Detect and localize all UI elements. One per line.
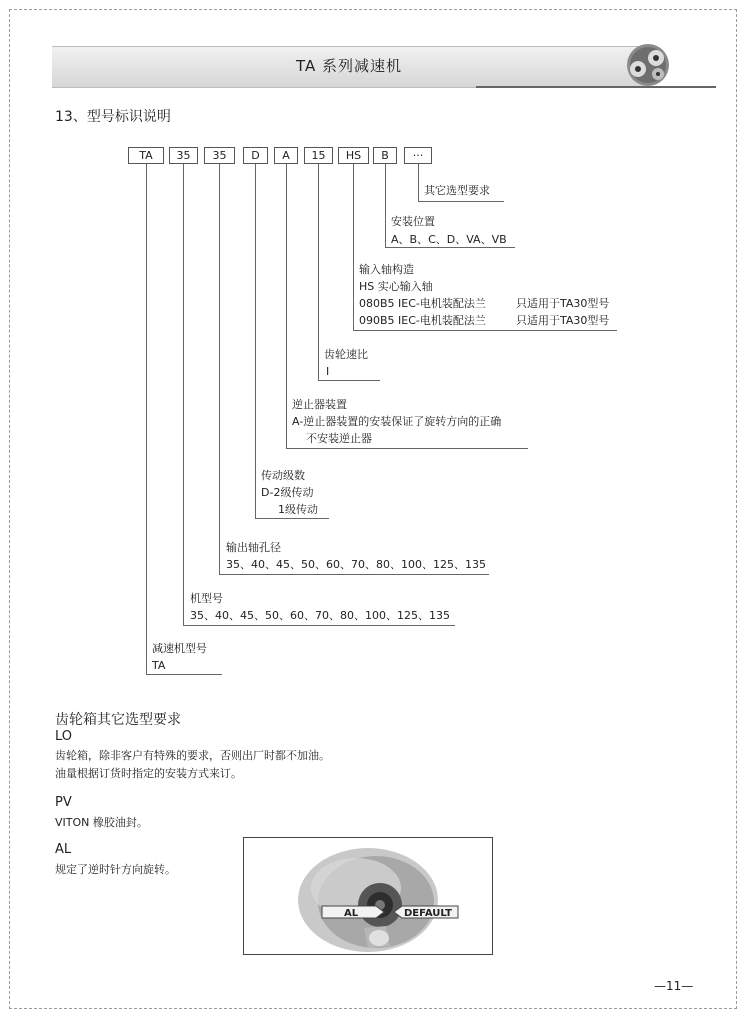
header-underline: [476, 86, 716, 88]
code-box-size: 35: [169, 147, 198, 164]
label-ratio-title: 齿轮速比: [324, 348, 368, 361]
option-al-line1: 规定了逆时针方向旋转。: [55, 863, 176, 876]
underline-size: [183, 625, 455, 626]
label-bore-title: 输出轴孔径: [226, 541, 281, 554]
label-model-value: TA: [152, 659, 166, 672]
code-box-model: TA: [128, 147, 164, 164]
code-box-stages: D: [243, 147, 268, 164]
label-stages-one: 1级传动: [278, 503, 318, 516]
code-box-input-shaft: HS: [338, 147, 369, 164]
connector-stages: [255, 164, 256, 518]
connector-size: [183, 164, 184, 625]
connector-other: [418, 164, 419, 201]
page-number: —11—: [654, 979, 694, 993]
underline-bore: [219, 574, 489, 575]
underline-stages: [255, 518, 329, 519]
label-mounting-values: A、B、C、D、VA、VB: [391, 233, 507, 246]
option-lo-line1: 齿轮箱，除非客户有特殊的要求，否则出厂时都不加油。: [55, 749, 330, 762]
code-box-bore: 35: [204, 147, 235, 164]
label-stages-d: D-2级传动: [261, 486, 314, 499]
section-title: 13、型号标识说明: [55, 109, 171, 125]
underline-other: [418, 201, 504, 202]
code-box-ratio: 15: [304, 147, 333, 164]
underline-model: [146, 674, 222, 675]
option-lo-line2: 油量根据订货时指定的安装方式来订。: [55, 767, 242, 780]
underline-backstop: [286, 448, 528, 449]
label-input-shaft-090: 090B5 IEC-电机装配法兰: [359, 314, 486, 327]
code-box-mounting: B: [373, 147, 397, 164]
photo-label-default: DEFAULT: [404, 908, 452, 919]
connector-mounting: [385, 164, 386, 247]
label-ratio-value: I: [326, 365, 330, 378]
underline-mounting: [385, 247, 515, 248]
connector-model: [146, 164, 147, 674]
connector-bore: [219, 164, 220, 574]
label-input-shaft-090-note: 只适用于TA30型号: [516, 314, 610, 327]
option-lo-code: LO: [55, 729, 73, 744]
option-al-code: AL: [55, 842, 72, 857]
connector-input-shaft: [353, 164, 354, 330]
label-input-shaft-080: 080B5 IEC-电机装配法兰: [359, 297, 486, 310]
code-box-other: ···: [404, 147, 432, 164]
connector-ratio: [318, 164, 319, 380]
label-bore-values: 35、40、45、50、60、70、80、100、125、135: [226, 558, 486, 571]
option-pv-code: PV: [55, 795, 72, 810]
code-box-backstop: A: [274, 147, 298, 164]
underline-ratio: [318, 380, 380, 381]
options-title: 齿轮箱其它选型要求: [55, 712, 181, 728]
label-size-title: 机型号: [190, 592, 223, 605]
label-stages-title: 传动级数: [261, 469, 305, 482]
label-backstop-a: A-逆止器装置的安装保证了旋转方向的正确: [292, 415, 502, 428]
gearbox-illustration: [244, 838, 493, 955]
label-input-shaft-080-note: 只适用于TA30型号: [516, 297, 610, 310]
label-size-values: 35、40、45、50、60、70、80、100、125、135: [190, 609, 450, 622]
gear-logo: [620, 42, 674, 88]
label-input-shaft-title: 输入轴构造: [359, 263, 414, 276]
connector-backstop: [286, 164, 287, 448]
photo-label-al: AL: [344, 908, 359, 919]
underline-input-shaft: [353, 330, 617, 331]
gearbox-photo: [243, 837, 493, 955]
option-pv-line1: VITON 橡胶油封。: [55, 816, 148, 829]
label-mounting-title: 安装位置: [391, 215, 435, 228]
label-backstop-title: 逆止器装置: [292, 398, 347, 411]
header-title: TA 系列减速机: [295, 57, 403, 75]
label-backstop-none: 不安装逆止器: [306, 432, 372, 445]
label-other-title: 其它选型要求: [424, 184, 490, 197]
label-input-shaft-hs: HS 实心输入轴: [359, 280, 433, 293]
label-model-title: 减速机型号: [152, 642, 207, 655]
